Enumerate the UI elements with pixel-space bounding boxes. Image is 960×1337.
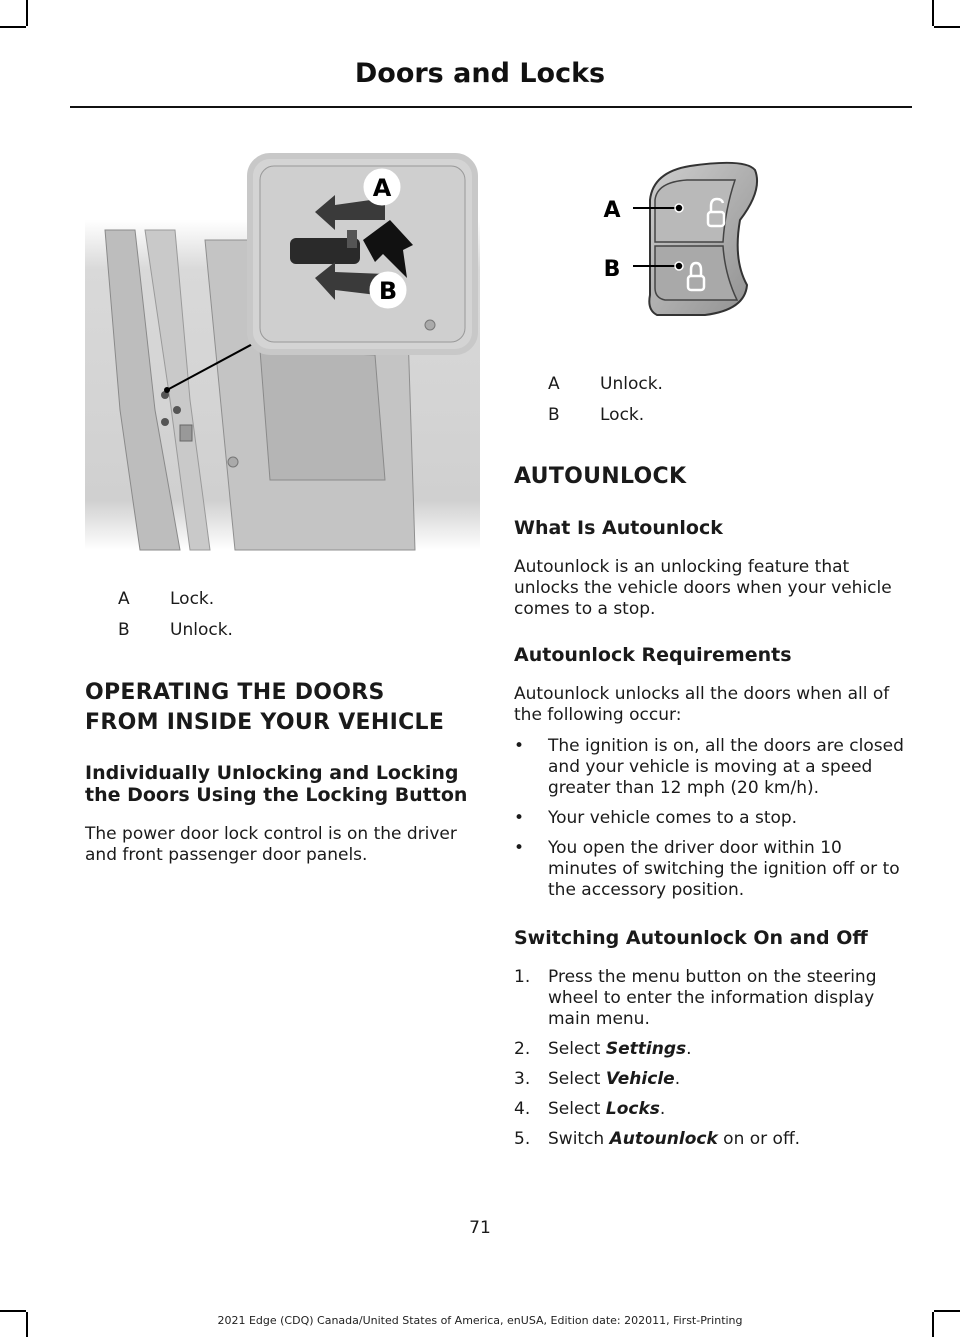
legend-row [548, 399, 908, 430]
callout-a-label: A [603, 198, 621, 223]
list-item [514, 1129, 912, 1150]
legend-text: Unlock. [600, 373, 663, 394]
step-number: 3. [514, 1069, 531, 1089]
footer-text: 2021 Edge (CDQ) Canada/United States of America, enUSA, Edition date: 202011, First-Printing [217, 1314, 743, 1327]
step-number: 1. [514, 967, 531, 987]
subheading: Switching Autounlock On and Off [514, 927, 868, 949]
section-heading: AUTOUNLOCK [514, 464, 687, 489]
legend-key: A [118, 588, 130, 609]
page-title: Doors and Locks [354, 58, 606, 89]
header-rule [70, 106, 912, 108]
list-item-text: You open the driver door within 10 minutes of switching the ignition off or to the accessory position. [548, 838, 900, 900]
list-item-text: Your vehicle comes to a stop. [548, 808, 798, 828]
crop-mark [934, 1310, 960, 1312]
step-text: . [674, 1069, 681, 1089]
subheading: What Is Autounlock [514, 517, 723, 539]
requirements-list [514, 736, 912, 901]
callout-b-label: B [378, 277, 398, 305]
callout-a-label: A [372, 174, 392, 202]
callout-b-label: B [603, 257, 621, 282]
list-item [514, 1069, 912, 1090]
step-text: . [686, 1039, 692, 1059]
body-paragraph: Autounlock is an unlocking feature that unlocks the vehicle doors when your vehicle comes to a stop. [514, 557, 892, 619]
legend-text: Lock. [170, 588, 215, 609]
step-text: on or off. [717, 1129, 801, 1149]
crop-mark [26, 0, 28, 26]
subheading: Individually Unlocking and Locking the Doors Using the Locking Button [85, 762, 468, 806]
crop-mark [0, 26, 26, 28]
step-text: Select [548, 1099, 606, 1119]
left-figure-legend [118, 583, 478, 645]
legend-row [118, 614, 478, 645]
legend-text: Unlock. [170, 619, 233, 640]
menu-option: Settings [605, 1039, 687, 1059]
section-heading: FROM INSIDE YOUR VEHICLE [85, 710, 445, 735]
crop-mark [0, 1310, 26, 1312]
legend-key: B [118, 619, 130, 640]
legend-key: B [548, 404, 560, 425]
legend-row [548, 368, 908, 399]
list-item: • The ignition is on, all the doors are closed and your vehicle is moving at a speed greater than 12 mph (20 km/h). [514, 736, 904, 798]
legend-key: A [548, 373, 560, 394]
step-text: Select [548, 1069, 606, 1089]
crop-mark [934, 26, 960, 28]
crop-mark [932, 0, 934, 26]
step-text: Press the menu button on the steering wheel to enter the information display main menu. [548, 967, 877, 1029]
body-paragraph: Autounlock unlocks all the doors when all of the following occur: [514, 684, 890, 725]
step-text: Switch [548, 1129, 610, 1149]
right-figure-legend [548, 368, 908, 430]
list-item [514, 1039, 912, 1060]
step-text: . [659, 1099, 666, 1119]
step-text: Select [548, 1039, 606, 1059]
steps-list [514, 967, 912, 1150]
step-number: 2. [514, 1039, 531, 1059]
section-heading: OPERATING THE DOORS [85, 680, 385, 705]
body-paragraph: The power door lock control is on the driver and front passenger door panels. [85, 824, 457, 865]
step-number: 5. [514, 1129, 531, 1149]
menu-option: Autounlock [609, 1129, 718, 1149]
list-item: • Your vehicle comes to a stop. [514, 808, 798, 828]
lock-switch-illustration [595, 160, 765, 320]
page-number: 71 [469, 1218, 491, 1238]
list-item: • You open the driver door within 10 minutes of switching the ignition off or to the accessory position. [514, 838, 900, 900]
legend-text: Lock. [600, 404, 645, 425]
legend-row [118, 583, 478, 614]
menu-option: Locks [605, 1099, 660, 1119]
step-number: 4. [514, 1099, 531, 1119]
list-item-text: The ignition is on, all the doors are closed and your vehicle is moving at a speed greater than 12 mph (20 km/h). [548, 736, 904, 798]
subheading: Autounlock Requirements [514, 644, 792, 666]
menu-option: Vehicle [605, 1069, 675, 1089]
door-lock-illustration [85, 150, 480, 555]
list-item [514, 967, 912, 1030]
list-item [514, 1099, 912, 1120]
